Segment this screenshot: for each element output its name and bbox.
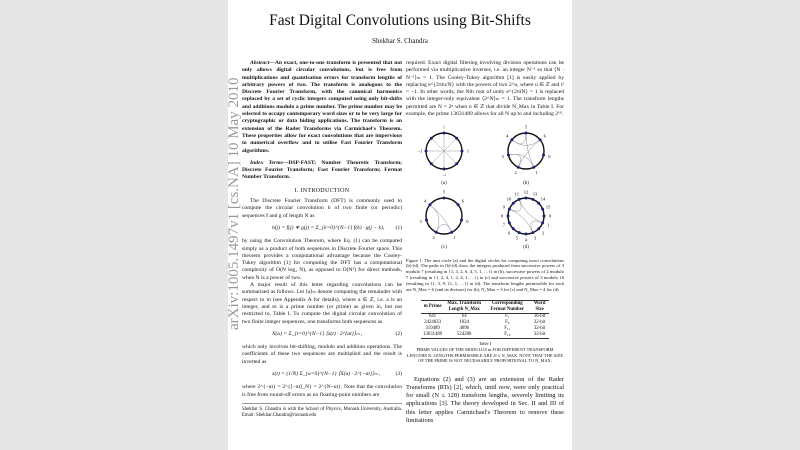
digital-circle-diagram	[414, 189, 474, 241]
circle-outline	[426, 198, 462, 234]
arxiv-stamp: arXiv:1005.1497v1 [cs.NA] 10 May 2010	[226, 77, 242, 330]
equation-number: (2)	[395, 330, 402, 337]
paragraph: where 2^{−ut} = 2^{⟨−ut⟩_N} = 2^{N−ut}. Note that the convolution is free from round-off errors as no floating-point numbers are	[242, 384, 402, 398]
column-header: Max. Transform Length N_Max	[447, 301, 482, 313]
equation-1	[242, 225, 402, 232]
equation-3	[242, 371, 402, 378]
subfigure-c	[406, 189, 482, 252]
figure-1	[406, 124, 564, 251]
table-header-row	[421, 301, 549, 314]
point-dot	[443, 132, 446, 135]
table-cell: 641	[428, 314, 437, 320]
subfigure-label: (a)	[441, 180, 447, 186]
tick-label: 7	[502, 222, 505, 228]
abstract	[242, 60, 402, 155]
point-dot	[450, 231, 453, 234]
point-dot	[531, 198, 534, 201]
point-dot	[543, 214, 546, 217]
table-cell: 4096	[459, 326, 470, 332]
table-cell: 13631489	[423, 332, 443, 338]
equation-text: X(u) = Σ_{t=0}^{N−1} ⟨x(t) · 2^{ut}⟩ₘ ,	[272, 330, 363, 337]
point-dot	[537, 202, 540, 205]
index-label: Index Terms—	[250, 159, 289, 166]
primes-table	[421, 300, 549, 339]
table-cell: F₅	[505, 314, 510, 320]
point-dot	[525, 196, 528, 199]
tick-label: 5	[515, 235, 518, 241]
equation-text: h(j) = f(j) ∗ g(j) = Σ_{k=0}^{N−1} f(k) · g(j − k),	[272, 224, 385, 231]
tick-label: 14	[540, 196, 546, 202]
tick-label: 1	[535, 170, 538, 176]
point-dot	[457, 203, 460, 206]
equation-text: x(t) = (1/N) Σ_{u=0}^{N−1} ⟨X(u) · 2^{−ut}⟩ₘ ,	[272, 370, 381, 377]
tick-label: 3	[419, 218, 422, 224]
figure-caption: Figure 1. The unit circle (a) and the digital circles for computing exact convolutions (b)-(d). The paths in (b)-(d) show the integers produced from successive powers of 3 modulo 7 (resulting in {1, 3, 2, 6, 4, 5, 1, …}) in (b), successive powers of 2 modulo 7 (resulting in {1, 2, 4, 1, 2, 4, 1, …}) in (c) and successive powers of 3 modulo 16 (resulting in {1, 3, 9, 11, 1, …}) in (d). The transform lengths permissible for each are N_Max = 6 (and its divisors) for (b), N_Max = 3 for (c) and N_Max = 4 for (d).	[406, 257, 564, 292]
index-terms-text: DSP-FAST; Number Theoretic Transform; Discrete Fourier Transform; Fast Fourier Transform; Fermat Number Transform.	[242, 159, 402, 181]
tick-label: i	[443, 124, 445, 130]
tick-label: 2	[432, 235, 435, 241]
subfigure-label: (d)	[523, 245, 529, 251]
point-dot	[430, 137, 433, 140]
tick-label: 0	[548, 154, 551, 160]
digital-circle-diagram	[496, 124, 556, 176]
abstract-text: An exact, one-to-one transform is presented that not only allows digital circular convolutions, but is free from multiplications and quantisation errors for transform lengths of arbitrary powers of two. The transform is analogous to the Discrete Fourier Transform, with the canonical harmonics replaced by a set of cyclic integers computed using only bit-shifts and additions modulo a prime number. The prime number may be selected to occupy contemporary word sizes or to be very large for cryptographic or data hiding applications. The transform is an extension of the Rader Transforms via Carmichael's Theorem. These properties allow for exact convolutions that are impervious to numerical overflow and to utilise Fast Fourier Transform algorithms.	[242, 60, 402, 154]
table-cell: 64	[461, 314, 467, 320]
point-dot	[443, 196, 446, 199]
point-dot	[518, 231, 521, 234]
digital-circle-diagram	[496, 189, 556, 241]
tick-label: 12	[523, 189, 529, 195]
table-cell: F₉	[505, 320, 510, 326]
paragraph: required. Exact digital filtering involving division operations can be performed via multiplicative inverses, i.e. an integer N⁻¹ so that ⟨N · N⁻¹⟩ₘ = 1. The Cooley-Tukey algorithm [1] is easily applied by replacing e^{2πiu/N} with the powers of two 2^u, where u ∈ ℤ and i² = −1. In other words, the Nth root of unity e^{2πiN} = 1 is replaced with the integer-only equivalent ⟨2^N⟩ₘ = 1. The transform lengths permitted are N = 2ⁿ when n ∈ ℤ that divide N_Max in Table I. For example, the prime 13631489 allows for all N up to and including 2¹⁹.	[406, 60, 564, 118]
tick-label: 1	[547, 222, 550, 228]
tick-label: 6	[543, 133, 546, 139]
point-dot	[518, 198, 521, 201]
tick-label: 4	[524, 237, 528, 241]
point-dot	[425, 218, 428, 221]
tick-label: 5	[442, 189, 446, 195]
equation-2	[242, 331, 402, 338]
tick-label: 9	[502, 204, 505, 210]
tick-label: 3	[534, 235, 537, 241]
table-cell: 319489	[425, 326, 440, 332]
tick-label: 2	[541, 230, 545, 236]
point-dot	[537, 227, 540, 230]
tick-label: 13	[532, 191, 538, 197]
table-cell: 2424833	[424, 320, 441, 326]
point-dot	[455, 137, 458, 140]
table-cell: F₁₁	[504, 326, 511, 332]
point-dot	[512, 202, 515, 205]
point-dot	[461, 150, 464, 153]
paper-title: Fast Digital Convolutions using Bit-Shifts	[269, 12, 531, 29]
tick-label: 10	[506, 196, 512, 202]
subfigure-label: (c)	[441, 245, 447, 251]
table-cell: 32-bit	[533, 320, 546, 326]
column-header: Corresponding Fermat Number	[490, 301, 524, 313]
tick-label: 0	[548, 213, 552, 219]
path-curve	[526, 133, 534, 167]
tick-label: −i	[442, 172, 446, 177]
author: Shekhar S. Chandra	[372, 37, 428, 45]
column-header: Word Size	[533, 301, 546, 313]
point-dot	[539, 139, 542, 142]
table-cell: 32-bit	[533, 326, 546, 332]
point-dot	[435, 231, 438, 234]
section-heading: I. INTRODUCTION	[294, 187, 350, 194]
point-dot	[531, 231, 534, 234]
paragraph: The Discrete Fourier Transform (DFT) is commonly used to compute the circular convolution h of two finite (or periodic) sequences f and g of length N as	[242, 198, 402, 219]
path-curve	[430, 205, 452, 232]
paper-page	[228, 0, 572, 450]
tick-label: 4	[506, 133, 509, 139]
point-dot	[460, 218, 463, 221]
tick-label: 5	[524, 124, 528, 130]
point-dot	[508, 208, 511, 211]
footnote: Shekhar S. Chandra is with the School of Physics, Monash University, Australia. Email: Shekhar.Chandra@monash.edu	[242, 403, 402, 419]
point-dot	[455, 163, 458, 166]
point-dot	[508, 221, 511, 224]
column-header: m Prime	[423, 304, 442, 310]
table-cell: 1024	[459, 320, 470, 326]
point-dot	[541, 221, 544, 224]
paragraph: A major result of this letter regarding convolutions can be summarised as follows. Let ⟨a⟩ₘ denote computing the remainder with respect to m (see Appendix A for details), where a ∈ ℤ, i.e. a is an integer, and m is a prime number (or prime) as given in, but not restricted to, Table I. To compute the digital circular convolution of two finite integer sequences, one transforms both sequences as	[242, 282, 402, 325]
right-column	[406, 60, 564, 425]
table-cell: F₁₈	[504, 332, 511, 338]
paragraph: Equations (2) and (3) are an extension of the Rader Transforms (RTs) [2], which, until now, were only practical for small (N ≤ 128) transform lengths, severely limiting its applications [3]. The theory developed in Sec. II and III of this letter applies Carmichael's Theorem to remove these limitations	[406, 375, 564, 424]
tick-label: 6	[461, 198, 464, 204]
tick-label: 11	[514, 191, 519, 197]
table-row	[421, 332, 549, 339]
paragraph: which only involves bit-shifting, modulo and addition operations. The coefficients of these two sequences are multiplied and the result is inverted as	[242, 344, 402, 365]
point-dot	[507, 154, 510, 157]
point-dot	[541, 208, 544, 211]
tick-label: 6	[507, 230, 511, 236]
point-dot	[510, 139, 513, 142]
tick-label: −1	[417, 148, 423, 154]
point-dot	[430, 163, 433, 166]
point-dot	[532, 166, 535, 169]
left-column	[242, 60, 402, 419]
tick-label: 2	[514, 170, 517, 176]
tick-label: 8	[500, 213, 504, 219]
point-dot	[525, 132, 528, 135]
abstract-label: Abstract—	[250, 60, 275, 66]
table-caption: PRIME VALUES OF THE MODULUS m FOR DIFFERENT TRANSFORM LENGTHS N. LENGTHS PERMISSIBLE ARE 2ⁿ ≤ N_MAX. NOTE THAT THE SIZE OF THE PRIME IS NOT NECESSARILY PROPORTIONAL TO N_MAX.	[406, 346, 564, 364]
unit-circle-diagram	[414, 124, 474, 176]
subfigure-d	[488, 189, 564, 252]
tick-label: 15	[545, 204, 551, 210]
point-dot	[512, 227, 515, 230]
equation-number: (1)	[395, 224, 402, 231]
paragraph: by using the Convolution Theorem, where Eq. (1) can be computed simply as a product of both sequences in Discrete Fourier space. This theorem provides a computational advantage because the Cooley-Tukey algorithm [1] for computing the DFT has a computational complexity of O(N log₂ N), as opposed to O(N²) for direct methods, when N is a power of two.	[242, 238, 402, 281]
path-curve	[508, 155, 533, 168]
table-cell: 16-bit	[533, 314, 546, 320]
point-dot	[525, 232, 528, 235]
subfigure-label: (b)	[523, 180, 529, 186]
tick-label: 1	[453, 235, 456, 241]
tick-label: 3	[501, 154, 504, 160]
point-dot	[428, 203, 431, 206]
subfigure-a	[406, 124, 482, 187]
tick-label: 1	[466, 148, 470, 154]
subfigure-b	[488, 124, 564, 187]
point-dot	[443, 168, 446, 171]
point-dot	[517, 166, 520, 169]
point-dot	[507, 214, 510, 217]
table-cell: 32-bit	[533, 332, 546, 338]
table-cell: 524288	[457, 332, 472, 338]
point-dot	[542, 154, 545, 157]
table-label: Table I	[478, 341, 492, 347]
point-dot	[425, 150, 428, 153]
tick-label: 4	[424, 198, 427, 204]
equation-number: (3)	[395, 370, 402, 377]
index-terms	[242, 160, 402, 182]
tick-label: 0	[466, 218, 469, 224]
